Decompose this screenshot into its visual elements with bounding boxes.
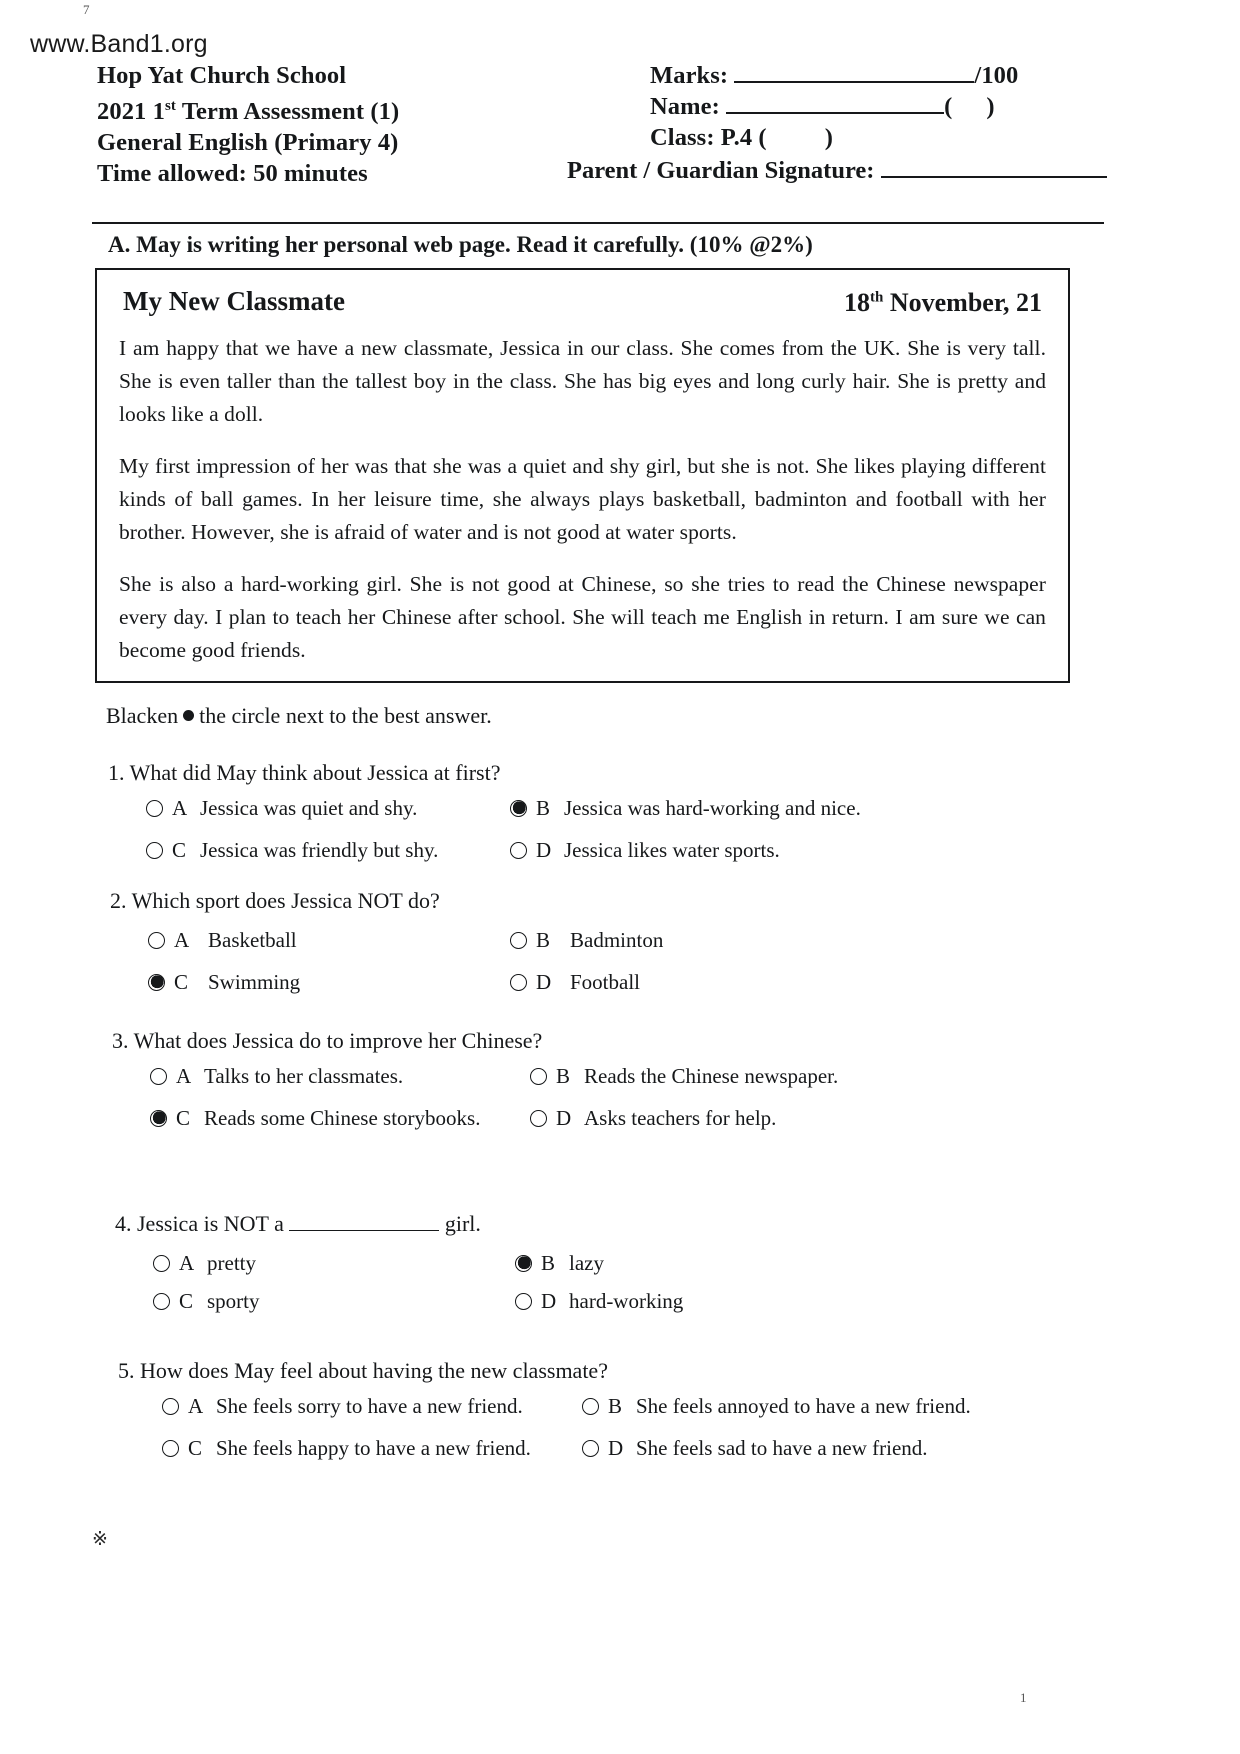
header-divider xyxy=(92,222,1104,224)
question-5-option-b[interactable] xyxy=(582,1394,971,1419)
question-1-options-row-1 xyxy=(108,796,1118,838)
passage-title-row xyxy=(119,286,1046,332)
option-label: Jessica was hard-working and nice. xyxy=(564,796,861,820)
question-2-options-row-2 xyxy=(110,970,1120,1012)
scan-artifact-top: 7 xyxy=(83,2,90,17)
option-letter: A xyxy=(179,1251,195,1275)
option-letter: A xyxy=(174,928,190,952)
question-4-option-d[interactable] xyxy=(515,1289,683,1314)
blacken-instruction xyxy=(106,703,492,729)
option-label: sporty xyxy=(207,1289,260,1313)
option-letter: B xyxy=(608,1394,623,1418)
reference-asterisk: ※ xyxy=(92,1529,108,1550)
option-letter: A xyxy=(188,1394,204,1418)
blacken-prefix: Blacken xyxy=(106,703,179,728)
question-2 xyxy=(110,888,1120,1012)
option-circle-icon[interactable] xyxy=(150,1068,167,1085)
passage-date-ordinal: th xyxy=(870,289,884,306)
option-letter: D xyxy=(536,970,552,994)
ordinal-suffix: st xyxy=(164,98,177,114)
question-3-option-a[interactable] xyxy=(150,1064,403,1089)
question-4-text-before: 4. Jessica is NOT a xyxy=(115,1211,284,1236)
question-1-text: 1. What did May think about Jessica at first? xyxy=(108,760,501,785)
option-circle-icon[interactable] xyxy=(162,1440,179,1457)
option-letter: C xyxy=(174,970,189,994)
question-4 xyxy=(115,1210,1125,1331)
option-circle-icon[interactable] xyxy=(515,1293,532,1310)
name-label: Name: xyxy=(650,93,720,120)
question-3 xyxy=(112,1028,1122,1148)
assessment-term: Term Assessment (1) xyxy=(176,98,400,126)
option-label: Badminton xyxy=(570,928,664,952)
option-label: Talks to her classmates. xyxy=(204,1064,404,1088)
option-circle-icon[interactable] xyxy=(153,1255,170,1272)
name-blank[interactable] xyxy=(726,92,944,114)
option-label: Jessica was friendly but shy. xyxy=(200,838,439,862)
question-2-option-a[interactable] xyxy=(148,928,297,953)
question-4-option-a[interactable] xyxy=(153,1251,256,1276)
option-label: Football xyxy=(570,970,641,994)
option-label: Jessica was quiet and shy. xyxy=(200,796,418,820)
option-label: She feels sad to have a new friend. xyxy=(636,1436,928,1460)
assessment-year: 2021 1 xyxy=(97,98,165,126)
marks-blank[interactable] xyxy=(734,61,974,83)
option-circle-icon[interactable] xyxy=(530,1068,547,1085)
question-5-option-d[interactable] xyxy=(582,1436,928,1461)
question-2-option-b[interactable] xyxy=(510,928,663,953)
filled-circle-icon xyxy=(183,710,194,721)
option-circle-icon[interactable] xyxy=(510,800,527,817)
question-2-text: 2. Which sport does Jessica NOT do? xyxy=(110,888,440,913)
option-label: pretty xyxy=(207,1251,256,1275)
option-label: She feels happy to have a new friend. xyxy=(216,1436,531,1460)
option-circle-icon[interactable] xyxy=(146,842,163,859)
question-3-text: 3. What does Jessica do to improve her Chinese? xyxy=(112,1028,543,1053)
option-letter: C xyxy=(179,1289,194,1313)
question-4-option-c[interactable] xyxy=(153,1289,260,1314)
option-letter: A xyxy=(172,796,188,820)
name-number-close: ) xyxy=(986,93,995,120)
question-4-options-row-1 xyxy=(115,1247,1125,1289)
option-letter: B xyxy=(541,1251,556,1275)
option-circle-icon[interactable] xyxy=(582,1440,599,1457)
time-allowed: Time allowed: 50 minutes xyxy=(97,160,368,188)
option-circle-icon[interactable] xyxy=(162,1398,179,1415)
option-letter: B xyxy=(556,1064,571,1088)
subject-name: General English (Primary 4) xyxy=(97,129,399,157)
option-circle-icon[interactable] xyxy=(148,974,165,991)
passage-date-rest: November, 21 xyxy=(883,288,1042,317)
site-watermark: www.Band1.org xyxy=(30,30,208,58)
option-letter: B xyxy=(536,796,551,820)
marks-label: Marks: xyxy=(650,62,729,89)
question-1-option-b[interactable] xyxy=(510,796,861,821)
question-1-option-d[interactable] xyxy=(510,838,780,863)
reading-passage-box xyxy=(95,268,1070,683)
question-1-option-a[interactable] xyxy=(146,796,417,821)
question-3-options-row-2 xyxy=(112,1106,1122,1148)
question-5 xyxy=(118,1358,1128,1478)
option-label: She feels sorry to have a new friend. xyxy=(216,1394,523,1418)
header-right-column xyxy=(650,60,1100,153)
option-letter: A xyxy=(176,1064,192,1088)
name-field xyxy=(650,91,1100,122)
question-4-options-row-2 xyxy=(115,1289,1125,1331)
option-circle-icon[interactable] xyxy=(530,1110,547,1127)
option-letter: C xyxy=(188,1436,203,1460)
question-5-option-a[interactable] xyxy=(162,1394,523,1419)
passage-date-day: 18 xyxy=(844,288,871,317)
blacken-suffix: the circle next to the best answer. xyxy=(199,703,492,728)
class-field xyxy=(650,122,1100,153)
question-4-answer-blank[interactable] xyxy=(289,1210,439,1231)
option-circle-icon[interactable] xyxy=(515,1255,532,1272)
question-3-option-c[interactable] xyxy=(150,1106,480,1131)
assessment-title xyxy=(97,91,617,127)
question-5-option-c[interactable] xyxy=(162,1436,531,1461)
option-label: Swimming xyxy=(208,970,301,994)
school-name: Hop Yat Church School xyxy=(97,62,347,89)
option-circle-icon[interactable] xyxy=(510,842,527,859)
question-3-option-d[interactable] xyxy=(530,1106,776,1131)
question-2-options-row-1 xyxy=(110,924,1120,970)
scan-artifact-bottom: 1 xyxy=(1020,1690,1027,1705)
option-circle-icon[interactable] xyxy=(146,800,163,817)
question-4-text xyxy=(115,1210,1125,1237)
marks-field xyxy=(650,60,1100,91)
signature-label: Parent / Guardian Signature: xyxy=(567,157,875,184)
question-2-option-c[interactable] xyxy=(148,970,300,995)
name-number-open: ( xyxy=(944,93,953,120)
passage-date xyxy=(844,288,1042,318)
option-label: Reads the Chinese newspaper. xyxy=(584,1064,839,1088)
passage-paragraph-2: My first impression of her was that she was a quiet and shy girl, but she is not. She likes playing different kinds of ball games. In her leisure time, she always plays basketball, badminton and football with her brother. However, she is afraid of water and is not good at water sports. xyxy=(119,454,1046,544)
option-label: Reads some Chinese storybooks. xyxy=(204,1106,481,1130)
passage-paragraph-3: She is also a hard-working girl. She is not good at Chinese, so she tries to read the Chinese newspaper every day. I plan to teach her Chinese after school. She will teach me English in return. I am sure we can become good friends. xyxy=(119,572,1046,662)
passage-paragraph-1: I am happy that we have a new classmate, Jessica in our class. She comes from the UK. She is very tall. She is even taller than the tallest boy in the class. She has big eyes and long curly hair. She is pretty and looks like a doll. xyxy=(119,336,1046,426)
option-label: Basketball xyxy=(208,928,297,952)
question-5-options-row-2 xyxy=(118,1436,1128,1478)
question-5-text: 5. How does May feel about having the new classmate? xyxy=(118,1358,608,1383)
option-letter: D xyxy=(608,1436,624,1460)
option-label: Asks teachers for help. xyxy=(584,1106,777,1130)
option-letter: D xyxy=(541,1289,557,1313)
option-circle-icon[interactable] xyxy=(582,1398,599,1415)
question-4-text-after: girl. xyxy=(444,1211,481,1236)
class-close: ) xyxy=(824,124,833,151)
option-letter: C xyxy=(176,1106,191,1130)
option-circle-icon[interactable] xyxy=(153,1293,170,1310)
question-3-options-row-1 xyxy=(112,1064,1122,1106)
option-label: She feels annoyed to have a new friend. xyxy=(636,1394,971,1418)
option-label: lazy xyxy=(569,1251,604,1275)
header-left-column xyxy=(97,60,617,189)
question-4-option-b[interactable] xyxy=(515,1251,604,1276)
question-3-option-b[interactable] xyxy=(530,1064,838,1089)
option-label: Jessica likes water sports. xyxy=(564,838,780,862)
section-a-heading: A. May is writing her personal web page. Read it carefully. (10% @2%) xyxy=(108,232,813,257)
passage-title: My New Classmate xyxy=(123,286,345,316)
option-label: hard-working xyxy=(569,1289,684,1313)
question-2-option-d[interactable] xyxy=(510,970,640,995)
question-1-options-row-2 xyxy=(108,838,1118,880)
signature-blank[interactable] xyxy=(881,156,1107,178)
marks-total: /100 xyxy=(974,62,1019,89)
option-letter: C xyxy=(172,838,187,862)
option-circle-icon[interactable] xyxy=(148,932,165,949)
option-circle-icon[interactable] xyxy=(510,974,527,991)
option-letter: D xyxy=(536,838,552,862)
question-1-option-c[interactable] xyxy=(146,838,438,863)
class-label: Class: P.4 ( xyxy=(650,124,767,151)
question-1 xyxy=(108,760,1118,880)
option-letter: D xyxy=(556,1106,572,1130)
question-5-options-row-1 xyxy=(118,1394,1128,1436)
signature-field xyxy=(567,156,1107,185)
option-letter: B xyxy=(536,928,551,952)
option-circle-icon[interactable] xyxy=(150,1110,167,1127)
option-circle-icon[interactable] xyxy=(510,932,527,949)
